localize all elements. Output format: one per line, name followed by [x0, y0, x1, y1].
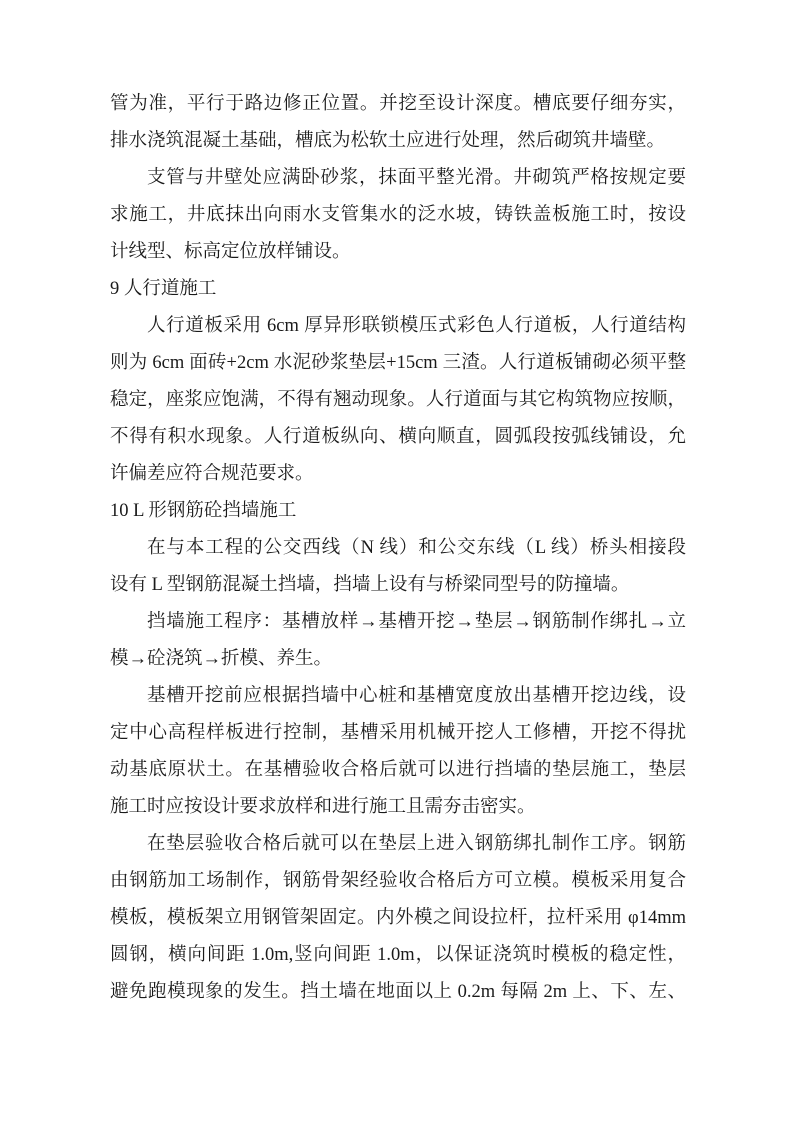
text-line: 稳定，座浆应饱满，不得有翘动现象。人行道面与其它构筑物应按顺， — [110, 390, 686, 410]
text-line: 避免跑模现象的发生。挡土墙在地面以上 0.2m 每隔 2m 上、下、左、 — [110, 982, 686, 1002]
text-line: 模板，模板架立用钢管架固定。内外模之间设拉杆，拉杆采用 φ14mm — [110, 908, 686, 928]
para-trench-excavation — [110, 678, 686, 826]
text-line: 基槽开挖前应根据挡墙中心桩和基槽宽度放出基槽开挖边线，设 — [147, 686, 686, 706]
para-retaining-wall-location — [110, 530, 686, 604]
text-line: 在与本工程的公交西线（N 线）和公交东线（L 线）桥头相接段 — [147, 538, 686, 558]
para-retaining-wall-procedure — [110, 604, 686, 678]
para-rebar-and-formwork — [110, 826, 686, 1011]
text-line: 由钢筋加工场制作，钢筋骨架经验收合格后方可立模。模板采用复合 — [110, 871, 686, 891]
heading-line: 10 L 形钢筋砼挡墙施工 — [110, 501, 297, 521]
text-line: 定中心高程样板进行控制，基槽采用机械开挖人工修槽，开挖不得扰 — [110, 723, 686, 743]
text-line: 人行道板采用 6cm 厚异形联锁模压式彩色人行道板，人行道结构 — [147, 316, 686, 336]
text-line: 在垫层验收合格后就可以在垫层上进入钢筋绑扎制作工序。钢筋 — [147, 834, 686, 854]
text-line: 圆钢，横向间距 1.0m,竖向间距 1.0m，以保证浇筑时模板的稳定性， — [110, 945, 686, 965]
para-inspection-well-continued — [110, 86, 686, 160]
text-line: 施工时应按设计要求放样和进行施工且需夯击密实。 — [110, 797, 536, 817]
text-line: 排水浇筑混凝土基础，槽底为松软土应进行处理，然后砌筑井墙壁。 — [110, 131, 666, 151]
para-sidewalk-boards — [110, 308, 686, 493]
heading-line: 9 人行道施工 — [110, 279, 217, 299]
para-branch-pipe-well-wall — [110, 160, 686, 271]
text-line: 求施工，井底抹出向雨水支管集水的泛水坡，铸铁盖板施工时，按设 — [110, 205, 686, 225]
text-line: 支管与井壁处应满卧砂浆，抹面平整光滑。井砌筑严格按规定要 — [147, 168, 686, 188]
text-line: 管为准，平行于路边修正位置。并挖至设计深度。槽底要仔细夯实， — [110, 94, 686, 114]
text-line: 许偏差应符合规范要求。 — [110, 464, 314, 484]
text-line: 挡墙施工程序：基槽放样→基槽开挖→垫层→钢筋制作绑扎→立 — [147, 612, 686, 632]
document-body — [110, 86, 686, 1011]
heading-9-sidewalk-construction — [110, 271, 686, 308]
heading-10-l-shaped-retaining-wall — [110, 493, 686, 530]
text-line: 动基底原状土。在基槽验收合格后就可以进行挡墙的垫层施工，垫层 — [110, 760, 686, 780]
text-line: 设有 L 型钢筋混凝土挡墙，挡墙上设有与桥梁同型号的防撞墙。 — [110, 575, 630, 595]
text-line: 模→砼浇筑→折模、养生。 — [110, 649, 333, 669]
text-line: 则为 6cm 面砖+2cm 水泥砂浆垫层+15cm 三渣。人行道板铺砌必须平整 — [110, 353, 686, 373]
text-line: 不得有积水现象。人行道板纵向、横向顺直，圆弧段按弧线铺设，允 — [110, 427, 686, 447]
text-line: 计线型、标高定位放样铺设。 — [110, 242, 351, 262]
